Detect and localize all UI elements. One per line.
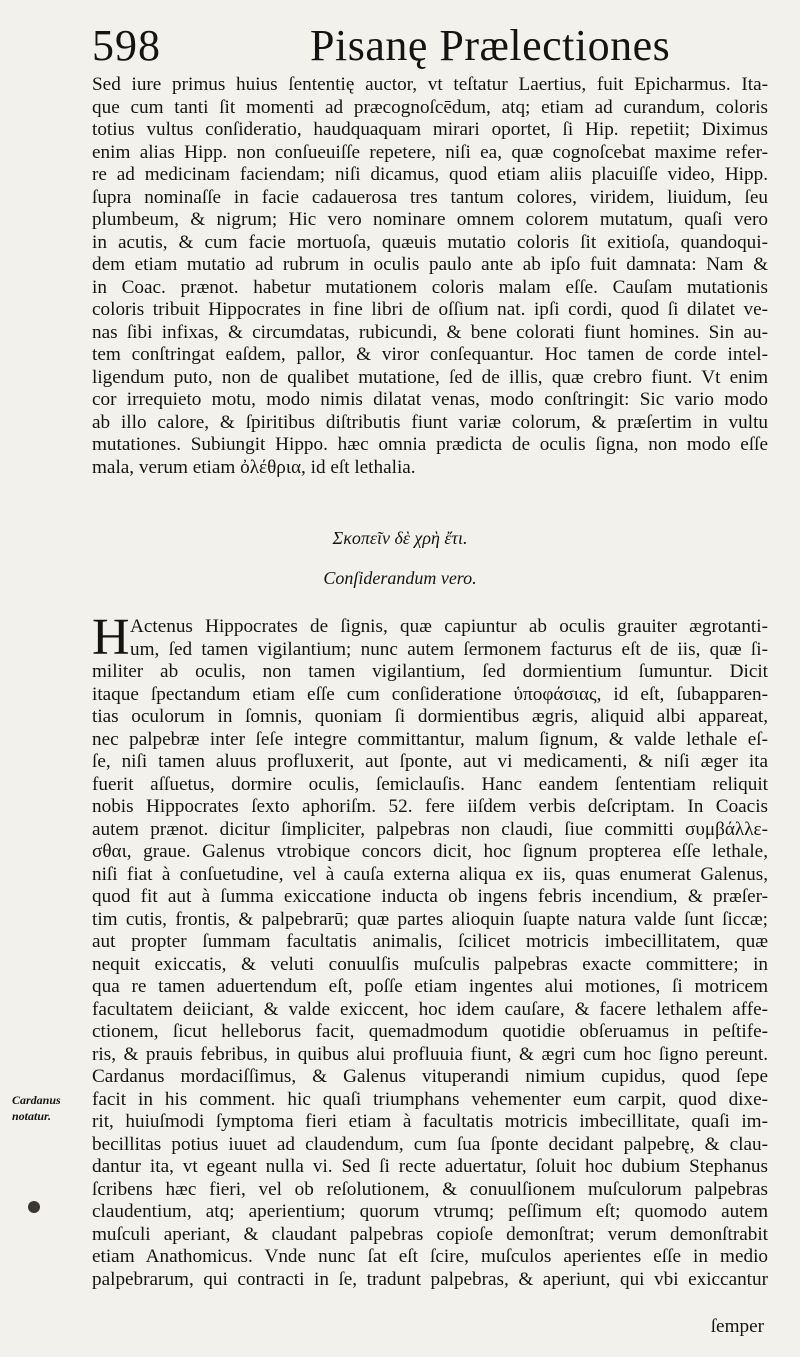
text-block-2	[92, 609, 768, 1291]
catchword: ſemper	[710, 1316, 764, 1337]
text-line: re ad medicinam faciendam; niſi dicamus, quod etiam aliis placuiſſe video, Hipp.	[92, 164, 768, 185]
text-line: cor irrequieto motu, modo nimis dilatat venas, modo conſtringit: Sic vario modo	[92, 389, 768, 410]
text-line: aut propter ſummam facultatis animalis, ſcilicet motricis imbecillitatem, quæ	[92, 931, 768, 952]
text-line: dantur ita, vt egeant nulla vi. Sed ſi recte aduertatur, ſoluit hoc dubium Stephanus	[92, 1156, 768, 1177]
text-line: Sed iure primus huius ſententię auctor, vt teſtatur Laertius, fuit Epicharmus. Ita-	[92, 74, 768, 95]
text-line: itaque ſpectandum etiam eſſe cum conſideratione ὑποφάσιας, id eſt, ſubapparen-	[92, 683, 768, 705]
margin-note-line: notatur.	[12, 1109, 52, 1123]
text-line: mutationes. Subiungit Hippo. hæc omnia prædicta de oculis ſigna, non modo eſſe	[92, 434, 768, 455]
text-line: militer ab oculis, non tamen vigilantium, ſed dormientium ſumuntur. Dicit	[92, 661, 768, 682]
text-line: quod fit aut à ſumma exiccatione inducta ob ingens febris incendium, & præſer-	[92, 886, 768, 907]
text-line: dem etiam mutatio ad rubrum in oculis paulo ante ab ipſo fuit damnata: Nam &	[92, 254, 768, 275]
text-line: tem conſtringat eaſdem, pallor, & viror conſequantur. Hoc tamen de corde intel-	[92, 344, 768, 365]
text-line: nas ſibi infixas, & circumdatas, rubicundi, & bene colorati fiunt homines. Sin au-	[92, 321, 768, 343]
text-line: facit in his comment. hic quaſi triumphans vehementer eum carpit, quod dixe-	[92, 1088, 768, 1110]
text-line: totius vultus conſideratio, haudquaquam mirari oportet, ſi Hip. repetiit; Diximus	[92, 119, 768, 140]
text-line: ſe, niſi tamen aluus profluxerit, aut ſponte, aut vi medicamenti, & niſi æger ita	[92, 751, 768, 772]
text-line: facultatem deiiciant, & valde exiccent, hoc idem cauſare, & facere lethalem affe-	[92, 998, 768, 1020]
text-line: tim cutis, frontis, & palpebrarū; quæ partes alioquin ſuapte natura valde ſunt ſiccæ;	[92, 908, 768, 930]
text-line: ligendum puto, non de qualibet mutatione, ſed de illis, quæ crebro fiunt. Vt enim	[92, 366, 768, 388]
text-line: ſcribens hæc fieri, vel ob reſolutionem, & conuulſionem muſculorum palpebras	[92, 1178, 768, 1200]
text-line: niſi fiat à conſuetudine, vel à cauſa externa aliqua ex iis, quas enumerat Galenus,	[92, 863, 768, 885]
margin-note-line: Cardanus	[12, 1093, 61, 1107]
text-line: in Coac. prænot. habetur mutationem coloris malam eſſe. Cauſam mutationis	[92, 276, 768, 298]
text-line: enim alias Hipp. non conſueuiſſe repetere, niſi ea, quæ cognoſcebat maxime refer-	[92, 141, 768, 163]
text-line: ſupra nominaſſe in facie cadauerosa tres tantum colores, viridem, liuidum, ſeu	[92, 186, 768, 208]
text-line: palpebrarum, qui contracti in ſe, tradunt palpebras, & aperiunt, qui vbi exiccantur	[92, 1268, 768, 1290]
text-line: autem prænot. dicitur ſimpliciter, palpebras non claudi, ſiue committi συμβάλλε-	[92, 818, 768, 840]
text-line: ctionem, ſicut helleborus facit, quemadmodum quotidie obſeruamus in peſtife-	[92, 1021, 768, 1042]
text-line: claudentium, atq; aperientium; quorum vtrumq; peſſimum eſt; quomodo autem	[92, 1201, 768, 1222]
text-line: etiam Anathomicus. Vnde nunc ſat eſt ſcire, muſculos aperientes eſſe in medio	[92, 1246, 768, 1267]
text-line: fuerit aſſuetus, dormire oculis, ſemiclauſis. Hanc eandem ſententiam reliquit	[92, 773, 768, 795]
text-line: um, ſed tamen vigilantium; nunc autem ſermonem facturus eſt de iis, quæ ſi-	[130, 638, 768, 660]
text-line: rit, huiuſmodi ſymptoma fieri etiam à facultatis motricis imbecillitate, quaſi im-	[92, 1111, 768, 1132]
running-title: Pisanę Prælectiones	[310, 21, 671, 70]
text-line: nobis Hippocrates ſexto aphoriſm. 52. fere iiſdem verbis deſcriptam. In Coacis	[92, 796, 768, 817]
text-line: becillitas potius iuuet ad claudendum, cum ſua ſponte decidant palpebrę, & clau-	[92, 1133, 768, 1155]
text-line: muſculi aperiant, & claudant palpebras copioſe demonſtrat; verum demonſtrabit	[92, 1223, 768, 1245]
text-line: σθαι, graue. Galenus vtrobique concors dicit, hoc ſignum propterea eſſe lethale,	[92, 841, 768, 862]
margin-note	[12, 1092, 86, 1124]
page-number: 598	[92, 21, 161, 70]
text-line: ris, & prauis febribus, in quibus alui profluuia fiunt, & ægri cum hoc ſigno pereunt.	[92, 1043, 768, 1065]
text-line: Cardanus mordaciſſimus, & Galenus vituperandi nimium cupidus, quod ſepe	[92, 1066, 768, 1087]
text-line: mala, verum etiam ὀλέθρια, id eſt lethalia.	[92, 456, 416, 478]
text-line: coloris tribuit Hippocrates in fine libri de oſſium nat. ipſi cordi, quod ſi dilatet ve-	[92, 299, 768, 320]
text-line: nec palpebræ inter ſeſe integre committantur, malum ſignum, & valde lethale eſ-	[92, 728, 768, 750]
text-line: plumbeum, & nigrum; Hic vero nominare omnem colorem mutatum, quaſi vero	[92, 209, 768, 230]
text-line: in acutis, & cum facie mortuoſa, quæuis mutatio coloris ſit exitioſa, quandoqui-	[92, 231, 768, 253]
page-header	[92, 14, 772, 76]
text-line: tias oculorum in ſomnis, quoniam ſi dormientibus ægris, aliquid albi appareat,	[92, 706, 768, 727]
drop-cap: H	[92, 609, 130, 666]
text-line: nequit exiccatis, & veluti conuulſis muſculis palpebras exacte committere; in	[92, 953, 768, 975]
greek-lemma-heading: Σκοπεῖν δὲ χρὴ ἔτι.	[332, 528, 468, 548]
text-block-1	[92, 74, 768, 479]
text-line: qua re tamen aduertendum eſt, poſſe etiam ingentes alui motiones, ſi motricem	[92, 976, 768, 997]
ink-blot	[28, 1201, 40, 1213]
text-line: ab illo calore, & ſpiritibus diſtributis fiunt variæ colorum, & præſertim in vultu	[92, 411, 768, 433]
text-line: Actenus Hippocrates de ſignis, quæ capiuntur ab oculis grauiter ægrotanti-	[130, 616, 768, 637]
latin-lemma-heading: Conſiderandum vero.	[323, 568, 477, 588]
text-line: que cum tanti ſit momenti ad præcognoſcēdum, atq; etiam ad curandum, coloris	[92, 96, 768, 118]
